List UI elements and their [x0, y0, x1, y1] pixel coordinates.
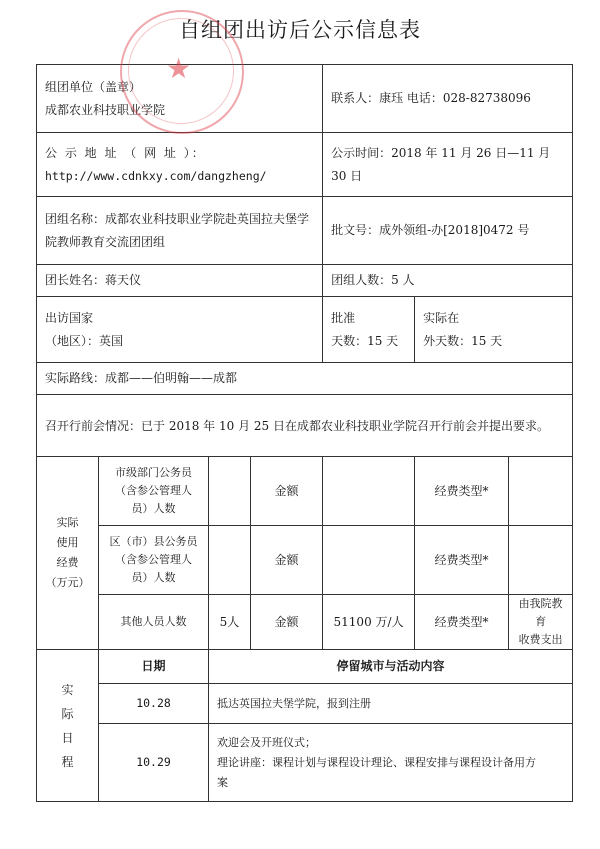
group-name: 团组名称：成都农业科技职业学院赴英国拉夫堡学院教师教育交流团团组: [37, 197, 323, 265]
leader-name: 团长姓名：蒋天仪: [37, 265, 323, 297]
funds-amount: [323, 457, 415, 526]
funds-label-4: （万元）: [45, 576, 90, 589]
category-line: 员）人数: [131, 502, 176, 515]
seal-star-icon: ★: [166, 52, 192, 85]
funds-type: [509, 595, 573, 650]
funds-category: 其他人员人数: [99, 595, 209, 650]
group-row: [37, 197, 573, 265]
funds-row-3: [37, 595, 573, 650]
funds-count: [209, 526, 251, 595]
country-row: [37, 297, 573, 363]
funds-count: [209, 457, 251, 526]
funds-type-label: 经费类型*: [415, 595, 509, 650]
schedule-date: 10.28: [99, 684, 209, 724]
category-line: 区（市）县公务员: [109, 535, 198, 548]
funds-category: [99, 457, 209, 526]
schedule-date-header: 日期: [99, 650, 209, 684]
page-title: 自组团出访后公示信息表: [179, 18, 421, 42]
route: 实际路线：成都——伯明翰——成都: [37, 363, 573, 395]
approval-number: 批文号：成外领组-办[2018]0472 号: [323, 197, 573, 265]
unit-cell: [37, 65, 323, 133]
funds-amount: [323, 526, 415, 595]
funds-section-label: [37, 457, 99, 650]
approved-days-cell: [323, 297, 415, 363]
schedule-label-4: 程: [61, 754, 74, 769]
schedule-line: 案: [217, 775, 228, 789]
country-cell: [37, 297, 323, 363]
type-line: 收费支出: [518, 633, 563, 646]
info-table: [36, 64, 573, 802]
schedule-content-header: 停留城市与活动内容: [209, 650, 573, 684]
schedule-content: [209, 724, 573, 802]
unit-label: 组团单位（盖章）: [45, 79, 142, 94]
funds-row-1: [37, 457, 573, 526]
category-line: （含参公管理人: [115, 484, 192, 497]
schedule-line: 抵达英国拉夫堡学院，报到注册: [217, 696, 371, 710]
country-value: （地区）：英国: [45, 333, 124, 348]
category-line: 员）人数: [131, 571, 176, 584]
funds-amount-label: 金额: [251, 526, 323, 595]
approved-days-value: 天数：15 天: [331, 333, 399, 348]
meeting: 召开行前会情况：已于 2018 年 10 月 25 日在成都农业科技职业学院召开行前会并提出要求。: [37, 395, 573, 457]
unit-row: [37, 65, 573, 133]
actual-days-label: 实际在: [423, 310, 460, 325]
funds-category: [99, 526, 209, 595]
schedule-label-2: 际: [61, 706, 74, 721]
actual-days-value: 外天数：15 天: [423, 333, 503, 348]
funds-amount: 51100 万/人: [323, 595, 415, 650]
schedule-content: [209, 684, 573, 724]
meeting-row: [37, 395, 573, 457]
publicity-time: 公示时间：2018 年 11 月 26 日—11 月 30 日: [323, 133, 573, 197]
funds-count: 5人: [209, 595, 251, 650]
funds-type: [509, 526, 573, 595]
schedule-line: 欢迎会及开班仪式；: [217, 735, 316, 749]
schedule-section-label: [37, 650, 99, 802]
address-url: http://www.cdnkxy.com/dangzheng/: [45, 168, 267, 183]
funds-label-3: 经费: [56, 556, 79, 569]
address-row: [37, 133, 573, 197]
funds-type-label: 经费类型*: [415, 526, 509, 595]
address-label: 公 示 地 址 （ 网 址 ）：: [45, 145, 206, 160]
funds-type-label: 经费类型*: [415, 457, 509, 526]
schedule-row: [37, 724, 573, 802]
contact-cell: 联系人：康珏 电话：028-82738096: [323, 65, 573, 133]
funds-type: [509, 457, 573, 526]
category-line: 市级部门公务员: [115, 466, 192, 479]
funds-label-1: 实际: [56, 516, 79, 529]
schedule-header-row: [37, 650, 573, 684]
funds-amount-label: 金额: [251, 457, 323, 526]
member-count: 团组人数：5 人: [323, 265, 573, 297]
unit-name: 成都农业科技职业学院: [45, 102, 166, 117]
actual-days-cell: [415, 297, 573, 363]
leader-row: [37, 265, 573, 297]
approved-days-label: 批准: [331, 310, 356, 325]
schedule-line: 理论讲座：课程计划与课程设计理论、课程安排与课程设计备用方: [217, 755, 536, 769]
schedule-label-1: 实: [61, 682, 74, 697]
funds-row-2: [37, 526, 573, 595]
schedule-row: [37, 684, 573, 724]
funds-amount-label: 金额: [251, 595, 323, 650]
funds-label-2: 使用: [56, 536, 79, 549]
category-line: （含参公管理人: [115, 553, 192, 566]
type-line: 由我院教育: [518, 597, 563, 628]
route-row: [37, 363, 573, 395]
address-cell: [37, 133, 323, 197]
schedule-label-3: 日: [61, 730, 74, 745]
schedule-date: 10.29: [99, 724, 209, 802]
country-label: 出访国家: [45, 310, 94, 325]
